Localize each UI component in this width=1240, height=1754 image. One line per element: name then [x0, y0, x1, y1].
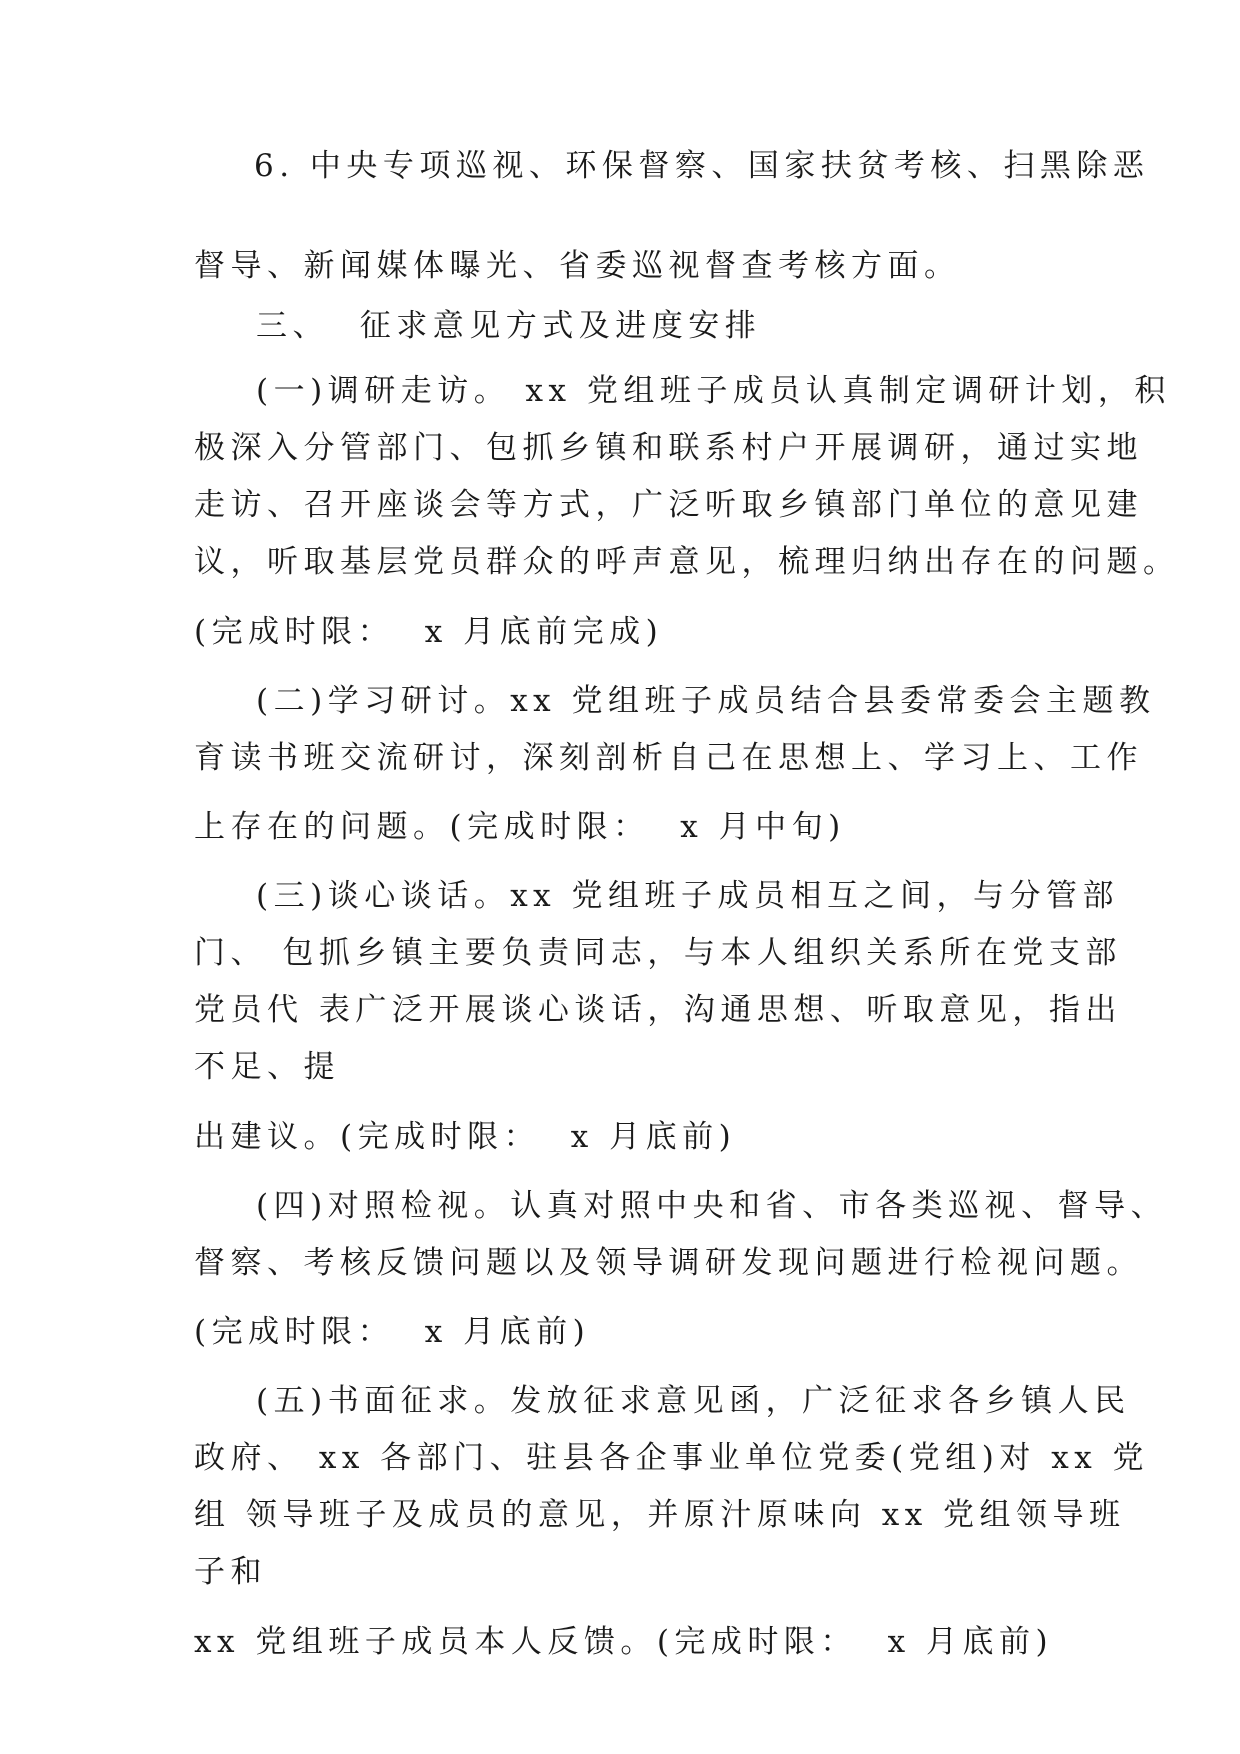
- paragraph-line: 督察、考核反馈问题以及领导调研发现问题进行检视问题。: [194, 1245, 1143, 1281]
- paragraph-line: 党员代 表广泛开展谈心谈话，沟通思想、听取意见，指出: [194, 992, 1122, 1028]
- paragraph-line: 组 领导班子及成员的意见，并原汁原味向 xx 党组领导班: [194, 1497, 1126, 1533]
- paragraph-line: 不足、提: [194, 1049, 340, 1085]
- paragraph-line: 门、 包抓乡镇主要负责同志，与本人组织关系所在党支部: [194, 935, 1122, 971]
- paragraph-line: 子和: [194, 1554, 267, 1590]
- paragraph-line: 政府、 xx 各部门、驻县各企事业单位党委(党组)对 xx 党: [194, 1440, 1150, 1476]
- paragraph-line: (完成时限： x 月底前完成): [194, 614, 664, 650]
- paragraph-line: (二)学习研讨。xx 党组班子成员结合县委常委会主题教: [256, 683, 1156, 719]
- paragraph-line: 议，听取基层党员群众的呼声意见，梳理归纳出存在的问题。: [194, 544, 1180, 580]
- paragraph-line: (完成时限： x 月底前): [194, 1314, 591, 1350]
- paragraph-line: 督导、新闻媒体曝光、省委巡视督查考核方面。: [194, 248, 961, 284]
- paragraph-line: 走访、召开座谈会等方式，广泛听取乡镇部门单位的意见建: [194, 487, 1143, 523]
- paragraph-line: 出建议。(完成时限： x 月底前): [194, 1119, 737, 1155]
- paragraph-line: (三)谈心谈话。xx 党组班子成员相互之间，与分管部: [256, 878, 1120, 914]
- paragraph-line: 极深入分管部门、包抓乡镇和联系村户开展调研，通过实地: [194, 430, 1143, 466]
- paragraph-line: (四)对照检视。认真对照中央和省、市各类巡视、督导、: [256, 1188, 1168, 1224]
- paragraph-line: 上存在的问题。(完成时限： x 月中旬): [194, 809, 846, 845]
- paragraph-line: 6. 中央专项巡视、环保督察、国家扶贫考核、扫黑除恶: [254, 148, 1150, 184]
- paragraph-line: (一)调研走访。 xx 党组班子成员认真制定调研计划，积: [256, 373, 1171, 409]
- paragraph-line: (五)书面征求。发放征求意见函，广泛征求各乡镇人民: [256, 1383, 1131, 1419]
- paragraph-line: xx 党组班子成员本人反馈。(完成时限： x 月底前): [194, 1624, 1054, 1660]
- section-heading: 三、 征求意见方式及进度安排: [256, 308, 762, 344]
- paragraph-line: 育读书班交流研讨，深刻剖析自己在思想上、学习上、工作: [194, 740, 1143, 776]
